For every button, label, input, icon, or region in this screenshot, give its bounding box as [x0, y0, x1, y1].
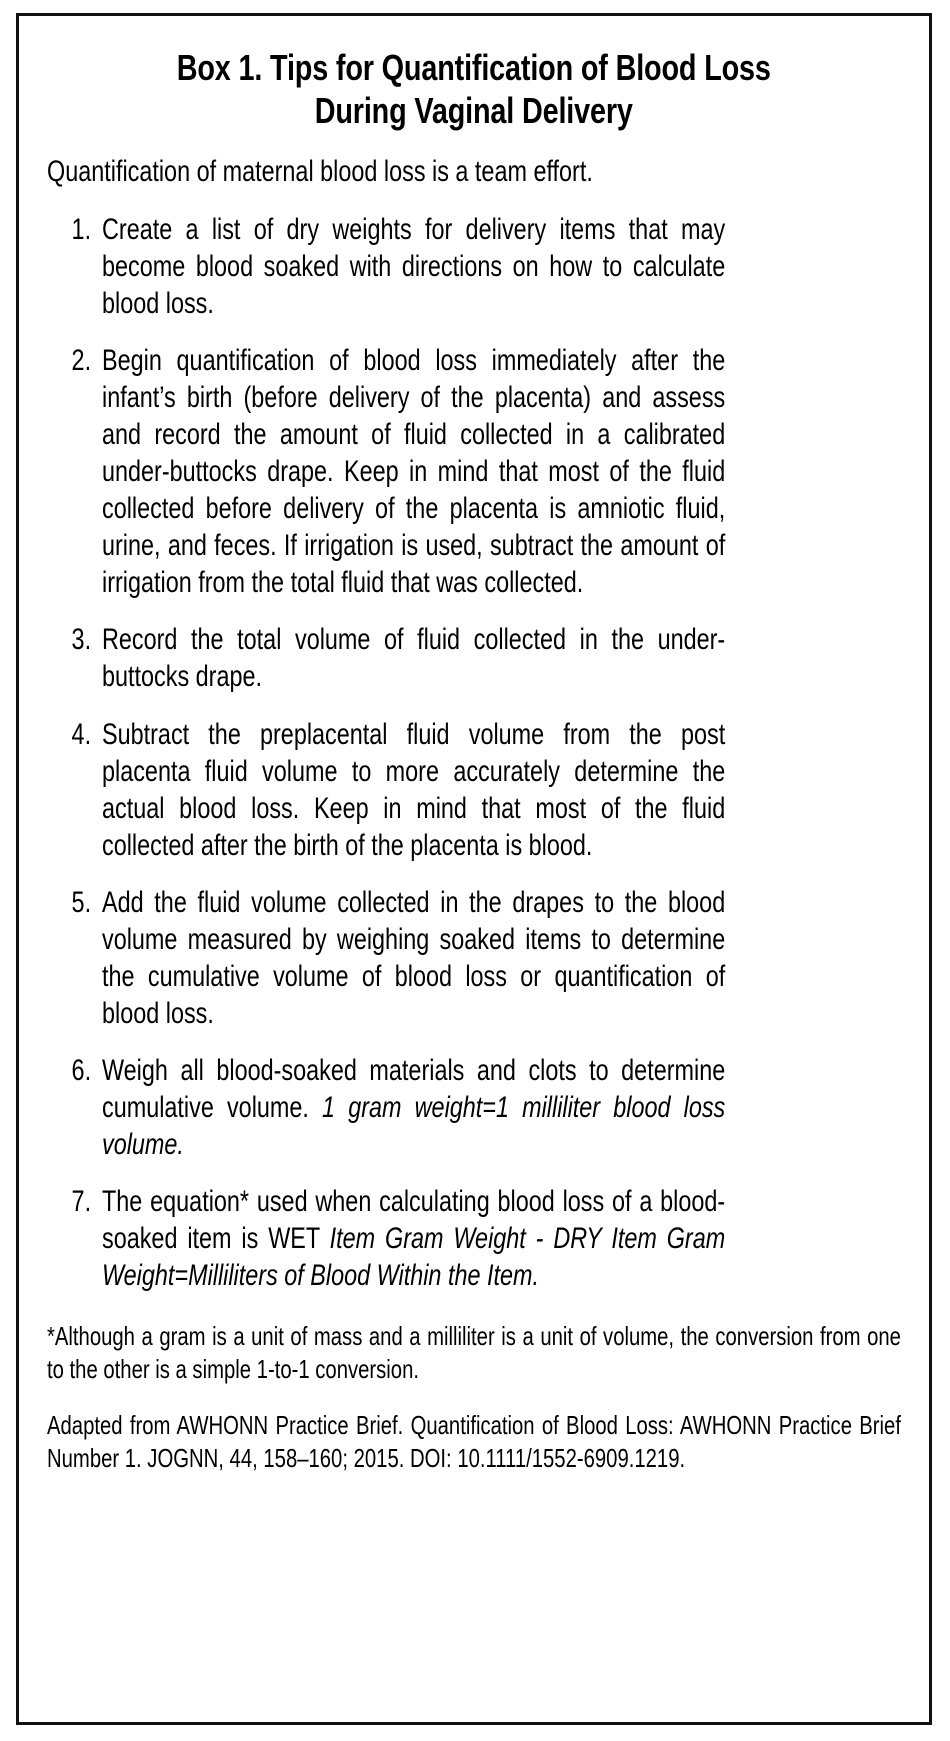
list-item [47, 1052, 901, 1163]
step-text-italic: 1 gram weight=1 milliliter blood loss volume. [102, 1090, 726, 1161]
list-item [47, 884, 901, 1032]
step-text-italic: Item Gram Weight - DRY Item Gram Weight=Milliliters of Blood Within the Item. [102, 1222, 726, 1293]
intro-text: Quantification of maternal blood loss is a team effort. [47, 155, 593, 189]
steps-list [47, 211, 901, 1294]
step-text: Create a list of dry weights for delivery items that may become blood soaked with directions on how to calculate blood loss. [102, 212, 726, 321]
step-number: 5. [71, 885, 92, 919]
list-item [47, 716, 901, 864]
step-text: Record the total volume of fluid collected in the under-buttocks drape. [102, 623, 726, 694]
step-text: Subtract the preplacental fluid volume from the post placenta fluid volume to more accurately determine the actual blood loss. Keep in mind that most of the fluid collected after the birth of the placenta is blood. [102, 717, 726, 862]
step-number: 2. [71, 344, 92, 378]
step-number: 6. [71, 1053, 92, 1087]
footnote-text: *Although a gram is a unit of mass and a milliliter is a unit of volume, the conversion from one to the other is a simple 1-to-1 conversion. [47, 1321, 901, 1384]
step-text [102, 1183, 725, 1294]
box-title-line-1: Box 1. Tips for Quantification of Blood Loss [176, 47, 772, 88]
step-text [102, 1052, 725, 1163]
list-item [47, 342, 901, 601]
list-item [47, 211, 901, 322]
step-text: Add the fluid volume collected in the drapes to the blood volume measured by weighing soaked items to determine the cumulative volume of blood loss or quantification of blood loss. [102, 885, 726, 1030]
box-title-line-2: During Vaginal Delivery [314, 90, 634, 132]
step-number: 4. [71, 717, 92, 751]
source-citation: Adapted from AWHONN Practice Brief. Quantification of Blood Loss: AWHONN Practice Brief Number 1. JOGNN, 44, 158–160; 2015. DOI: 10.1111/1552-6909.1219. [47, 1410, 901, 1473]
box-title [47, 46, 901, 132]
box-container [16, 13, 932, 1725]
step-text-plain: The equation* used when calculating blood loss of a blood-soaked item is WET [102, 1185, 726, 1256]
step-number: 3. [71, 623, 92, 657]
step-text: Begin quantification of blood loss immediately after the infant’s birth (before delivery of the placenta) and assess and record the amount of fluid collected in a calibrated under-buttocks drape. Keep in mind that most of the fluid collected before delivery of the placenta is amniotic fluid, urine, and feces. If irrigation is used, subtract the amount of irrigation from the total fluid that was collected. [102, 344, 726, 600]
box-content [19, 16, 929, 1722]
step-number: 1. [71, 212, 92, 246]
list-item [47, 621, 901, 695]
list-item [47, 1183, 901, 1294]
step-number: 7. [71, 1185, 92, 1219]
step-text-plain: Weigh all blood-soaked materials and clots to determine cumulative volume. [102, 1053, 726, 1124]
